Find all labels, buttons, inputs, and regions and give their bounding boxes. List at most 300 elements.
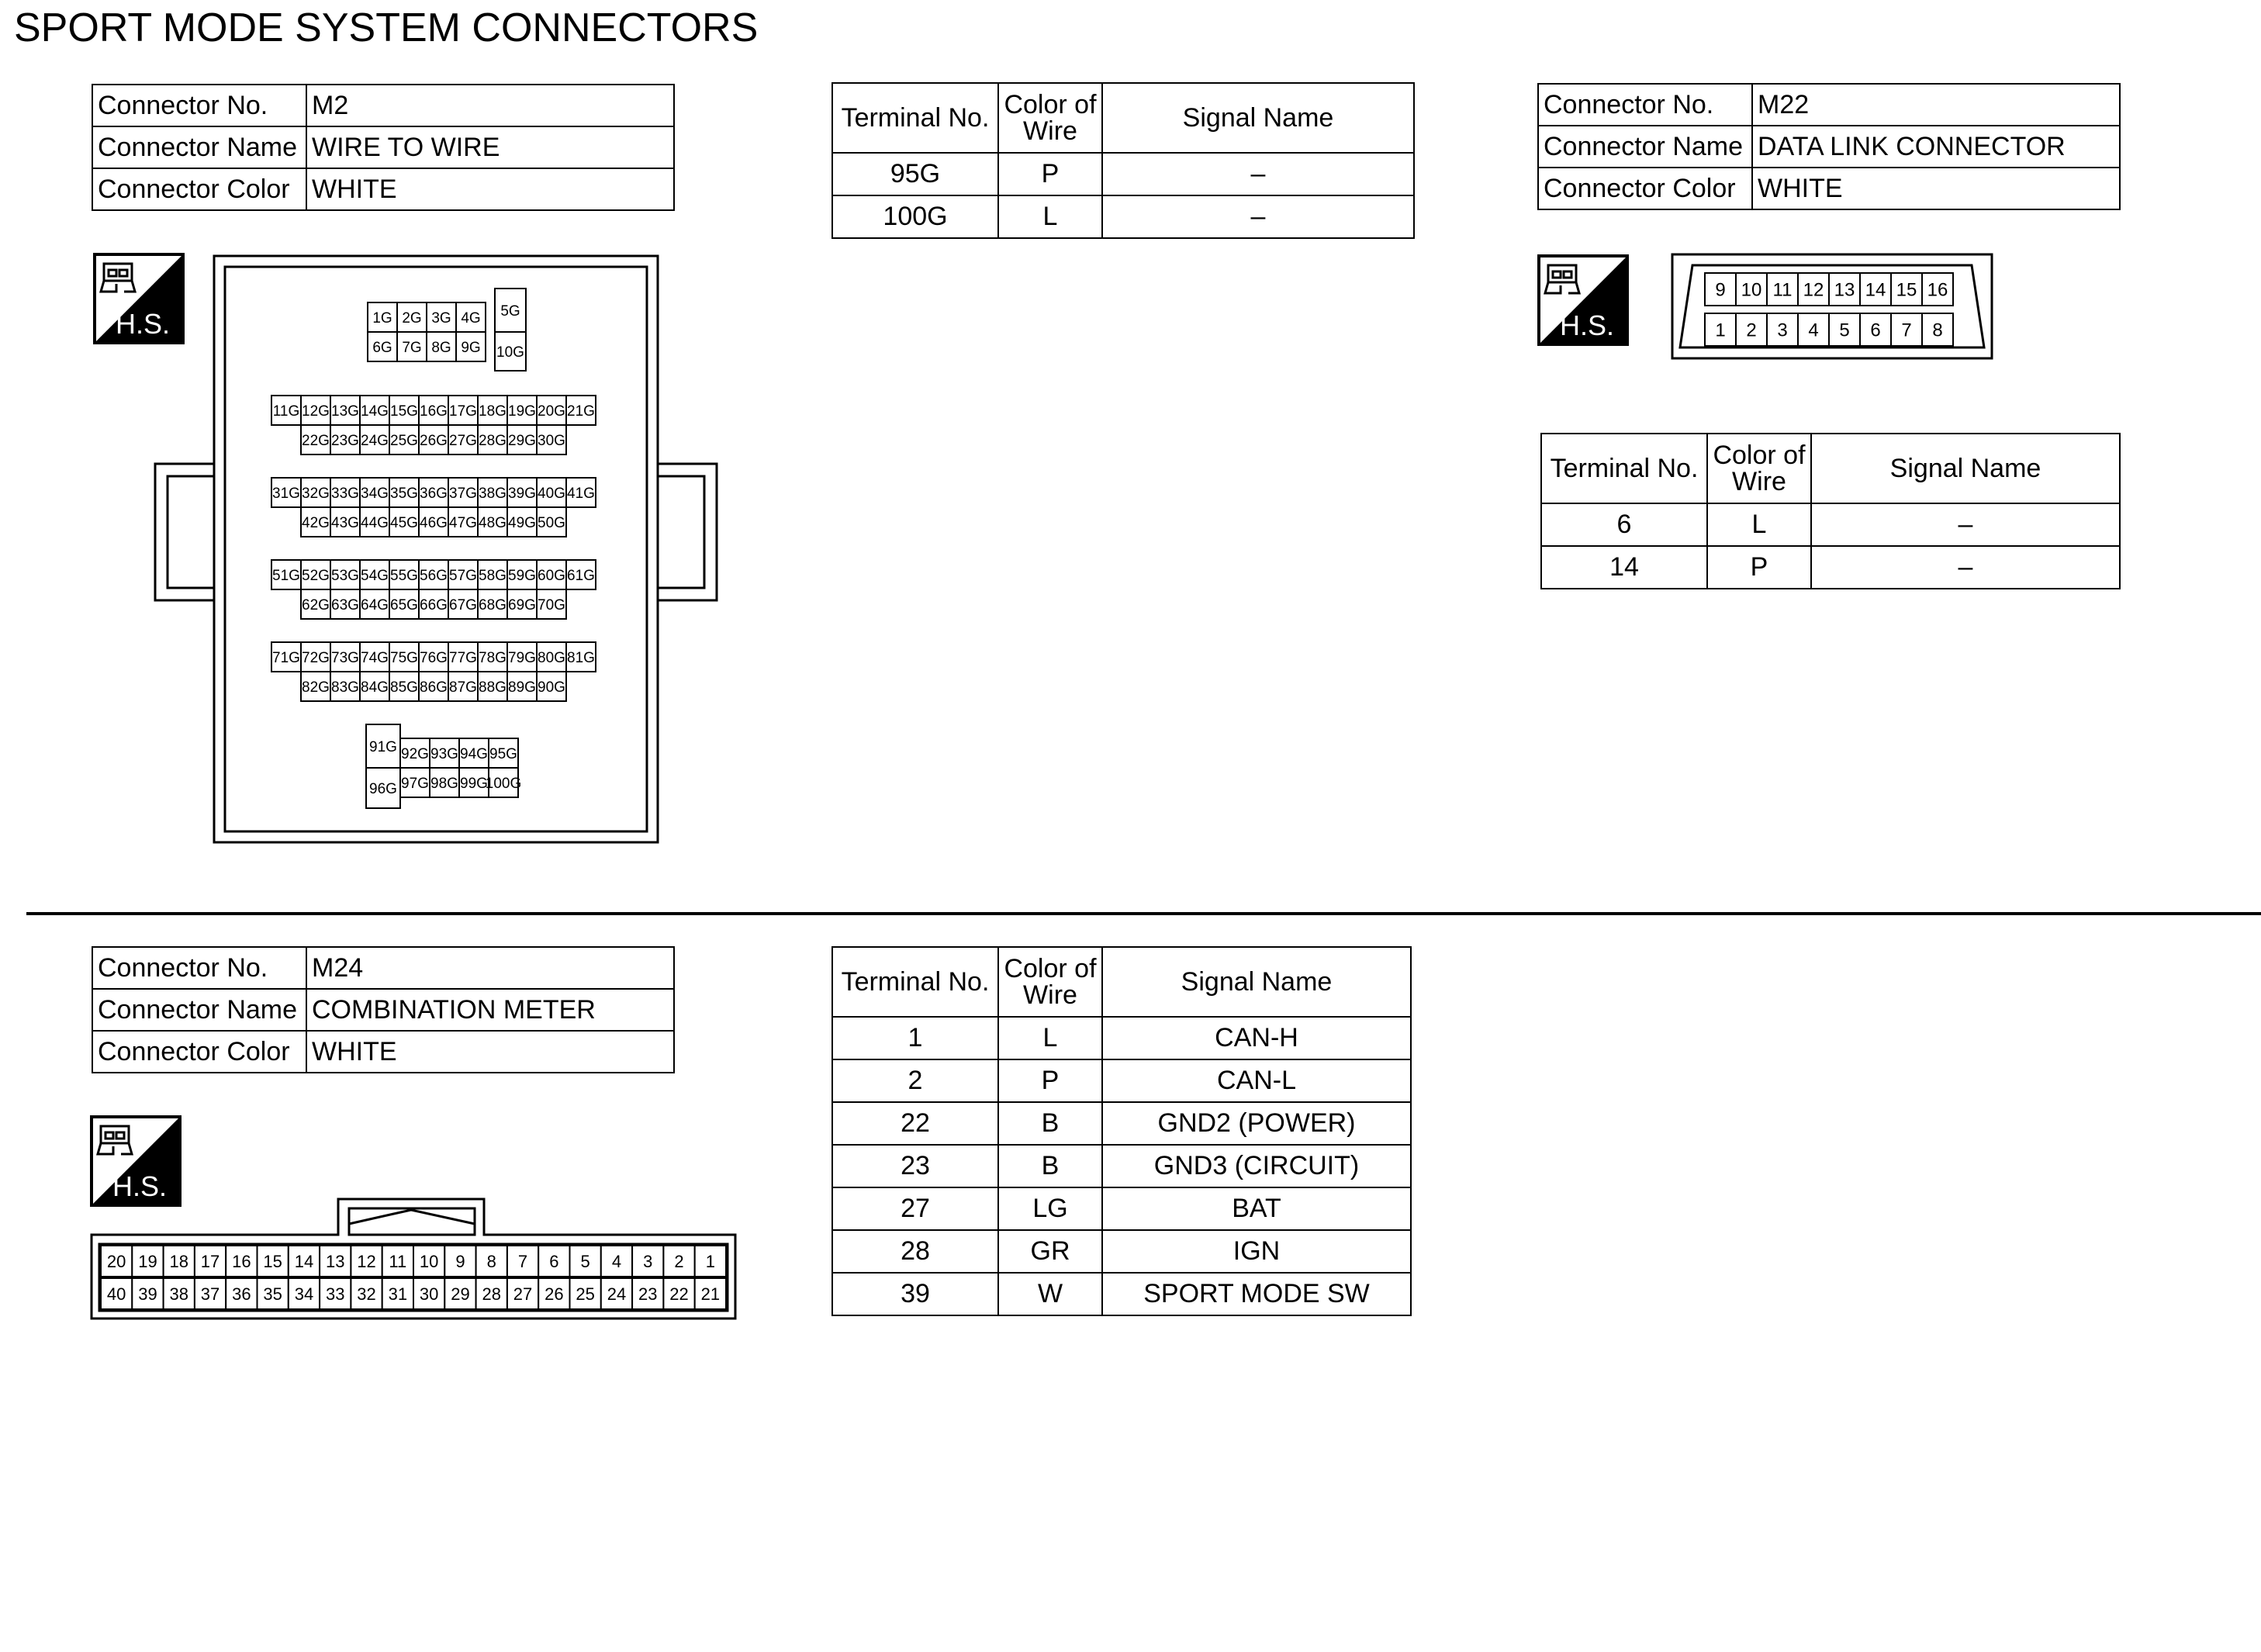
wire-color: L bbox=[998, 195, 1102, 238]
terminal-cavity bbox=[368, 332, 397, 361]
table-row bbox=[832, 1187, 1411, 1230]
terminal-cavity bbox=[448, 425, 478, 454]
terminal-no: 39 bbox=[832, 1273, 998, 1315]
info-row-no bbox=[1538, 84, 2120, 126]
terminal-cavity bbox=[1798, 273, 1829, 306]
terminal-cavity bbox=[351, 1278, 382, 1309]
info-row-no bbox=[92, 947, 674, 989]
terminal-no: 6 bbox=[1541, 503, 1707, 546]
terminal-table-header bbox=[1541, 434, 2120, 503]
section-divider bbox=[26, 912, 2261, 915]
terminal-cavity bbox=[419, 478, 448, 507]
terminal-cavity bbox=[400, 768, 430, 797]
terminal-cavity-label: 22 bbox=[669, 1284, 689, 1304]
info-row-color bbox=[92, 168, 674, 210]
terminal-cavity-label: 14 bbox=[294, 1251, 314, 1271]
terminal-cavity bbox=[101, 1278, 132, 1309]
terminal-cavity bbox=[1891, 313, 1922, 346]
terminal-cavity-label: 56G bbox=[420, 567, 448, 584]
terminal-cavity-label: 83G bbox=[331, 679, 359, 696]
terminal-cavity bbox=[101, 1246, 132, 1277]
terminal-no: 2 bbox=[832, 1059, 998, 1102]
label-connector-color: Connector Color bbox=[1538, 168, 1752, 209]
terminal-cavity bbox=[271, 478, 301, 507]
terminal-cavity bbox=[478, 478, 507, 507]
info-row-no bbox=[92, 85, 674, 126]
terminal-cavity bbox=[537, 396, 566, 425]
terminal-cavity bbox=[566, 560, 596, 589]
terminal-cavity-label: 15 bbox=[263, 1251, 282, 1271]
terminal-cavity-label: 90G bbox=[538, 679, 565, 696]
terminal-cavity bbox=[330, 589, 360, 619]
terminal-cavity bbox=[459, 738, 489, 768]
terminal-cavity bbox=[427, 332, 456, 361]
terminal-cavity bbox=[1736, 273, 1767, 306]
info-row-color bbox=[1538, 168, 2120, 209]
terminal-cavity-label: 24 bbox=[607, 1284, 627, 1304]
terminal-cavity-label: 40 bbox=[106, 1284, 126, 1304]
terminal-cavity-label: 89G bbox=[508, 679, 536, 696]
terminal-cavity-label: 52G bbox=[302, 567, 330, 584]
terminal-cavity-label: 11 bbox=[1772, 279, 1793, 301]
terminal-cavity bbox=[360, 425, 389, 454]
value-connector-no: M2 bbox=[306, 85, 674, 126]
terminal-cavity bbox=[476, 1278, 507, 1309]
header-color-of: Color of bbox=[1713, 441, 1806, 470]
table-row bbox=[832, 1145, 1411, 1187]
terminal-cavity-label: 23 bbox=[638, 1284, 658, 1304]
label-connector-color: Connector Color bbox=[92, 168, 306, 210]
terminal-no: 100G bbox=[832, 195, 998, 238]
terminal-cavity-label: 20 bbox=[106, 1251, 126, 1271]
terminal-cavity-label: 4 bbox=[611, 1251, 622, 1271]
terminal-cavity bbox=[271, 560, 301, 589]
terminal-cavity bbox=[366, 724, 400, 768]
terminal-cavity-label: 55G bbox=[390, 567, 418, 584]
terminal-cavity-label: 1G bbox=[372, 309, 392, 327]
terminal-cavity-label: 37 bbox=[200, 1284, 220, 1304]
terminal-cavity-label: 77G bbox=[449, 649, 477, 666]
terminal-cavity bbox=[382, 1246, 413, 1277]
terminal-cavity bbox=[456, 332, 486, 361]
terminal-cavity bbox=[289, 1246, 320, 1277]
terminal-cavity-label: 46G bbox=[420, 514, 448, 531]
terminal-cavity-label: 21G bbox=[567, 403, 595, 420]
terminal-cavity-label: 23G bbox=[331, 432, 359, 449]
terminal-cavity bbox=[360, 560, 389, 589]
terminal-cavity-label: 14 bbox=[1865, 279, 1886, 301]
terminal-cavity bbox=[444, 1278, 475, 1309]
terminal-cavity-label: 32 bbox=[357, 1284, 376, 1304]
table-row bbox=[832, 1102, 1411, 1145]
signal-name: GND2 (POWER) bbox=[1102, 1102, 1411, 1145]
signal-name: CAN-H bbox=[1102, 1017, 1411, 1059]
terminal-cavity bbox=[1767, 313, 1798, 346]
terminal-cavity bbox=[397, 302, 427, 332]
terminal-cavity-label: 13 bbox=[1834, 279, 1855, 301]
connector-face-m24-graphic bbox=[90, 1198, 738, 1322]
terminal-cavity bbox=[1829, 313, 1860, 346]
terminal-cavity-label: 2 bbox=[674, 1251, 684, 1271]
terminal-cavity-label: 17 bbox=[200, 1251, 220, 1271]
terminal-cavity-label: 81G bbox=[567, 649, 595, 666]
terminal-cavity bbox=[419, 672, 448, 701]
header-color-of-wire bbox=[1707, 434, 1811, 503]
label-connector-color: Connector Color bbox=[92, 1031, 306, 1073]
terminal-cavity bbox=[389, 642, 419, 672]
terminal-cavity-label: 7 bbox=[1901, 320, 1912, 341]
terminal-cavity-label: 60G bbox=[538, 567, 565, 584]
terminal-cavity-label: 17G bbox=[449, 403, 477, 420]
terminal-table-header bbox=[832, 947, 1411, 1017]
hs-label: H.S. bbox=[1559, 309, 1615, 341]
terminal-cavity bbox=[448, 507, 478, 537]
terminal-cavity bbox=[478, 396, 507, 425]
connector-face-m22 bbox=[1671, 253, 1993, 360]
label-connector-name: Connector Name bbox=[92, 989, 306, 1031]
terminal-cavity-label: 62G bbox=[302, 596, 330, 613]
terminal-cavity bbox=[366, 768, 400, 808]
terminal-cavity bbox=[419, 642, 448, 672]
terminal-cavity-label: 16 bbox=[1927, 279, 1948, 301]
value-connector-no: M24 bbox=[306, 947, 674, 989]
terminal-cavity-label: 80G bbox=[538, 649, 565, 666]
terminal-cavity-label: 25G bbox=[390, 432, 418, 449]
terminal-cavity bbox=[507, 672, 537, 701]
terminal-cavity-label: 16G bbox=[420, 403, 448, 420]
harness-side-icon bbox=[1537, 254, 1629, 346]
signal-name: – bbox=[1811, 546, 2120, 589]
header-signal-name: Signal Name bbox=[1102, 947, 1411, 1017]
terminal-cavity-label: 10G bbox=[496, 344, 524, 361]
terminal-cavity bbox=[601, 1278, 632, 1309]
terminal-cavity bbox=[507, 560, 537, 589]
terminal-cavity bbox=[1705, 273, 1736, 306]
terminal-cavity-label: 92G bbox=[401, 745, 429, 762]
terminal-cavity bbox=[632, 1246, 663, 1277]
terminal-cavity bbox=[448, 589, 478, 619]
terminal-cavity bbox=[360, 589, 389, 619]
terminal-cavity bbox=[538, 1246, 569, 1277]
terminal-cavity bbox=[478, 672, 507, 701]
terminal-cavity bbox=[459, 768, 489, 797]
wire-color: B bbox=[998, 1145, 1102, 1187]
terminal-cavity bbox=[419, 560, 448, 589]
terminal-cavity-label: 21 bbox=[700, 1284, 721, 1304]
header-signal-name: Signal Name bbox=[1811, 434, 2120, 503]
terminal-cavity bbox=[537, 478, 566, 507]
terminal-cavity-label: 33 bbox=[326, 1284, 345, 1304]
terminal-cavity-label: 13G bbox=[331, 403, 359, 420]
terminal-cavity bbox=[1767, 273, 1798, 306]
terminal-cavity bbox=[507, 507, 537, 537]
terminal-cavity bbox=[663, 1278, 694, 1309]
terminal-cavity bbox=[486, 768, 521, 797]
terminal-cavity bbox=[495, 332, 526, 371]
terminal-cavity-label: 27G bbox=[449, 432, 477, 449]
terminal-cavity bbox=[389, 478, 419, 507]
terminal-cavity-label: 3G bbox=[431, 309, 451, 327]
terminal-cavity-label: 12 bbox=[357, 1251, 376, 1271]
terminal-cavity bbox=[456, 302, 486, 332]
terminal-cavity bbox=[368, 302, 397, 332]
signal-name: GND3 (CIRCUIT) bbox=[1102, 1145, 1411, 1187]
page-title: SPORT MODE SYSTEM CONNECTORS bbox=[14, 5, 759, 50]
terminal-cavity-label: 50G bbox=[538, 514, 565, 531]
terminal-no: 14 bbox=[1541, 546, 1707, 589]
terminal-cavity-label: 9 bbox=[1715, 279, 1726, 301]
terminal-cavity bbox=[478, 642, 507, 672]
terminal-table-m22 bbox=[1540, 433, 2121, 589]
info-row-name bbox=[1538, 126, 2120, 168]
terminal-cavity-label: 31G bbox=[272, 485, 300, 502]
header-color-of-wire bbox=[998, 947, 1102, 1017]
terminal-cavity-label: 19G bbox=[508, 403, 536, 420]
table-row bbox=[1541, 546, 2120, 589]
value-connector-no: M22 bbox=[1752, 84, 2120, 126]
terminal-cavity-label: 73G bbox=[331, 649, 359, 666]
terminal-cavity-label: 99G bbox=[460, 775, 488, 792]
terminal-cavity-label: 6 bbox=[549, 1251, 559, 1271]
wire-color: L bbox=[998, 1017, 1102, 1059]
terminal-cavity bbox=[258, 1278, 289, 1309]
terminal-cavity bbox=[537, 642, 566, 672]
connector-face-m2-graphic bbox=[154, 254, 718, 845]
header-terminal-no: Terminal No. bbox=[832, 947, 998, 1017]
wire-color: P bbox=[998, 1059, 1102, 1102]
header-terminal-no: Terminal No. bbox=[1541, 434, 1707, 503]
terminal-cavity-label: 51G bbox=[272, 567, 300, 584]
terminal-cavity bbox=[419, 396, 448, 425]
terminal-cavity bbox=[1829, 273, 1860, 306]
hs-label: H.S. bbox=[112, 1170, 168, 1202]
terminal-cavity bbox=[430, 738, 459, 768]
terminal-cavity-label: 74G bbox=[361, 649, 389, 666]
terminal-cavity bbox=[351, 1246, 382, 1277]
terminal-cavity bbox=[632, 1278, 663, 1309]
terminal-cavity-label: 63G bbox=[331, 596, 359, 613]
connector-face-m2 bbox=[154, 254, 718, 845]
terminal-cavity-label: 38 bbox=[169, 1284, 188, 1304]
terminal-cavity-label: 4 bbox=[1808, 320, 1819, 341]
terminal-cavity-label: 54G bbox=[361, 567, 389, 584]
connector-info-m22 bbox=[1537, 83, 2121, 210]
value-connector-color: WHITE bbox=[1752, 168, 2120, 209]
terminal-cavity-label: 65G bbox=[390, 596, 418, 613]
terminal-cavity-label: 12G bbox=[302, 403, 330, 420]
terminal-cavity-label: 82G bbox=[302, 679, 330, 696]
terminal-cavity bbox=[507, 396, 537, 425]
terminal-cavity bbox=[195, 1246, 226, 1277]
terminal-cavity-label: 5 bbox=[580, 1251, 590, 1271]
terminal-cavity-label: 59G bbox=[508, 567, 536, 584]
terminal-cavity-label: 12 bbox=[1803, 279, 1824, 301]
terminal-cavity bbox=[566, 642, 596, 672]
table-row bbox=[832, 195, 1414, 238]
terminal-cavity-label: 30 bbox=[419, 1284, 439, 1304]
terminal-cavity-label: 79G bbox=[508, 649, 536, 666]
terminal-cavity bbox=[695, 1246, 726, 1277]
terminal-cavity-label: 49G bbox=[508, 514, 536, 531]
terminal-cavity bbox=[389, 507, 419, 537]
terminal-cavity bbox=[448, 560, 478, 589]
terminal-cavity bbox=[226, 1278, 257, 1309]
terminal-cavity-label: 18 bbox=[169, 1251, 188, 1271]
terminal-no: 28 bbox=[832, 1230, 998, 1273]
terminal-cavity-label: 86G bbox=[420, 679, 448, 696]
terminal-cavity-label: 57G bbox=[449, 567, 477, 584]
terminal-cavity bbox=[427, 302, 456, 332]
terminal-cavity bbox=[382, 1278, 413, 1309]
harness-side-icon bbox=[90, 1115, 182, 1207]
label-connector-no: Connector No. bbox=[92, 85, 306, 126]
terminal-cavity-label: 34 bbox=[294, 1284, 314, 1304]
terminal-cavity-label: 33G bbox=[331, 485, 359, 502]
terminal-cavity-label: 94G bbox=[460, 745, 488, 762]
terminal-cavity bbox=[330, 642, 360, 672]
terminal-no: 22 bbox=[832, 1102, 998, 1145]
terminal-cavity-label: 2 bbox=[1746, 320, 1757, 341]
terminal-cavity bbox=[360, 672, 389, 701]
terminal-cavity-label: 34G bbox=[361, 485, 389, 502]
terminal-cavity-label: 1 bbox=[705, 1251, 715, 1271]
terminal-cavity bbox=[570, 1246, 601, 1277]
table-row bbox=[832, 1230, 1411, 1273]
terminal-cavity bbox=[566, 478, 596, 507]
terminal-cavity-label: 6 bbox=[1870, 320, 1881, 341]
terminal-cavity bbox=[537, 589, 566, 619]
terminal-cavity bbox=[1736, 313, 1767, 346]
terminal-cavity-label: 39 bbox=[138, 1284, 157, 1304]
terminal-cavity bbox=[419, 589, 448, 619]
signal-name: CAN-L bbox=[1102, 1059, 1411, 1102]
terminal-cavity-label: 4G bbox=[461, 309, 481, 327]
terminal-cavity bbox=[507, 642, 537, 672]
signal-name: SPORT MODE SW bbox=[1102, 1273, 1411, 1315]
terminal-cavity-label: 35 bbox=[263, 1284, 282, 1304]
terminal-cavity-label: 3 bbox=[1777, 320, 1788, 341]
terminal-cavity-label: 41G bbox=[567, 485, 595, 502]
terminal-cavity bbox=[430, 768, 459, 797]
terminal-cavity bbox=[258, 1246, 289, 1277]
terminal-cavity bbox=[330, 560, 360, 589]
terminal-cavity-label: 31 bbox=[388, 1284, 408, 1304]
terminal-cavity-label: 39G bbox=[508, 485, 536, 502]
terminal-cavity bbox=[695, 1278, 726, 1309]
terminal-cavity-label: 69G bbox=[508, 596, 536, 613]
terminal-cavity-label: 15G bbox=[390, 403, 418, 420]
label-connector-no: Connector No. bbox=[1538, 84, 1752, 126]
terminal-cavity bbox=[507, 478, 537, 507]
terminal-cavity bbox=[1922, 273, 1953, 306]
terminal-cavity-label: 61G bbox=[567, 567, 595, 584]
terminal-cavity-label: 84G bbox=[361, 679, 389, 696]
terminal-cavity-label: 47G bbox=[449, 514, 477, 531]
terminal-cavity bbox=[360, 642, 389, 672]
terminal-cavity bbox=[397, 332, 427, 361]
terminal-cavity-label: 45G bbox=[390, 514, 418, 531]
value-connector-color: WHITE bbox=[306, 168, 674, 210]
terminal-cavity bbox=[663, 1246, 694, 1277]
label-connector-name: Connector Name bbox=[92, 126, 306, 168]
terminal-cavity-label: 15 bbox=[1896, 279, 1917, 301]
terminal-cavity bbox=[478, 425, 507, 454]
terminal-cavity-label: 71G bbox=[272, 649, 300, 666]
signal-name: – bbox=[1811, 503, 2120, 546]
terminal-cavity-label: 9 bbox=[455, 1251, 465, 1271]
terminal-cavity-label: 24G bbox=[361, 432, 389, 449]
terminal-cavity bbox=[226, 1246, 257, 1277]
terminal-cavity bbox=[1922, 313, 1953, 346]
signal-name: IGN bbox=[1102, 1230, 1411, 1273]
terminal-cavity bbox=[566, 396, 596, 425]
terminal-cavity-label: 76G bbox=[420, 649, 448, 666]
header-wire: Wire bbox=[1023, 116, 1077, 146]
terminal-cavity-label: 70G bbox=[538, 596, 565, 613]
terminal-cavity bbox=[301, 396, 330, 425]
terminal-cavity-label: 100G bbox=[485, 775, 522, 792]
terminal-cavity-label: 5 bbox=[1839, 320, 1850, 341]
label-connector-no: Connector No. bbox=[92, 947, 306, 989]
terminal-cavity-label: 48G bbox=[479, 514, 506, 531]
terminal-cavity bbox=[507, 1278, 538, 1309]
wire-color: B bbox=[998, 1102, 1102, 1145]
terminal-cavity-label: 19 bbox=[138, 1251, 157, 1271]
terminal-cavity bbox=[413, 1278, 444, 1309]
terminal-cavity bbox=[389, 560, 419, 589]
terminal-cavity-label: 40G bbox=[538, 485, 565, 502]
terminal-cavity-label: 18G bbox=[479, 403, 506, 420]
terminal-cavity bbox=[301, 478, 330, 507]
signal-name: – bbox=[1102, 195, 1414, 238]
terminal-cavity-label: 8 bbox=[486, 1251, 496, 1271]
header-terminal-no: Terminal No. bbox=[832, 83, 998, 153]
terminal-cavity bbox=[301, 507, 330, 537]
header-color-of-wire bbox=[998, 83, 1102, 153]
terminal-cavity-label: 30G bbox=[538, 432, 565, 449]
value-connector-name: WIRE TO WIRE bbox=[306, 126, 674, 168]
terminal-cavity bbox=[195, 1278, 226, 1309]
terminal-cavity-label: 67G bbox=[449, 596, 477, 613]
wire-color: P bbox=[998, 153, 1102, 195]
terminal-cavity-label: 28 bbox=[482, 1284, 501, 1304]
terminal-cavity-label: 72G bbox=[302, 649, 330, 666]
terminal-cavity bbox=[478, 589, 507, 619]
terminal-cavity bbox=[537, 672, 566, 701]
header-signal-name: Signal Name bbox=[1102, 83, 1414, 153]
terminal-cavity-label: 98G bbox=[430, 775, 458, 792]
terminal-cavity bbox=[289, 1278, 320, 1309]
terminal-cavity bbox=[330, 396, 360, 425]
terminal-cavity-label: 78G bbox=[479, 649, 506, 666]
terminal-cavity bbox=[301, 672, 330, 701]
terminal-cavity bbox=[538, 1278, 569, 1309]
terminal-cavity bbox=[601, 1246, 632, 1277]
terminal-cavity bbox=[419, 425, 448, 454]
terminal-cavity bbox=[1860, 273, 1891, 306]
terminal-cavity bbox=[271, 642, 301, 672]
hs-label: H.S. bbox=[115, 308, 171, 340]
connector-info-m24 bbox=[92, 946, 675, 1073]
terminal-cavity bbox=[389, 396, 419, 425]
terminal-cavity bbox=[330, 478, 360, 507]
terminal-cavity-label: 13 bbox=[326, 1251, 345, 1271]
terminal-cavity-label: 27 bbox=[513, 1284, 533, 1304]
terminal-cavity bbox=[476, 1246, 507, 1277]
terminal-cavity-label: 68G bbox=[479, 596, 506, 613]
terminal-cavity-label: 38G bbox=[479, 485, 506, 502]
terminal-cavity-label: 97G bbox=[401, 775, 429, 792]
